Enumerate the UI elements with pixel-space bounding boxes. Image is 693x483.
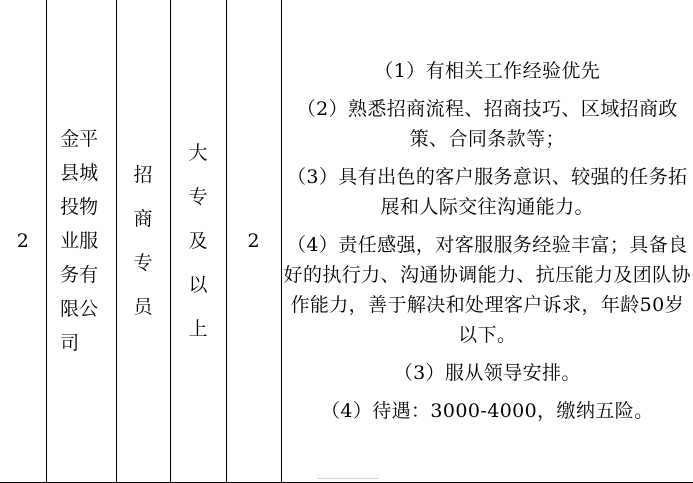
company-name-line: 业服: [60, 230, 99, 252]
company-cell: [46, 0, 116, 483]
education-char: 上: [188, 318, 208, 340]
requirement-item: （2）熟悉招商流程、招商技巧、区域招商政策、合同条款等；: [296, 98, 678, 150]
company-name-line: 限公: [60, 298, 99, 320]
position-char: 专: [133, 252, 153, 274]
position-char: 招: [133, 164, 153, 186]
education-cell: [170, 0, 226, 483]
education-char: 以: [188, 274, 208, 296]
education-char: 及: [188, 230, 208, 252]
education-requirement: [188, 131, 207, 351]
requirement-item: （3）服从领导安排。: [393, 362, 581, 384]
requirement-item: （3）具有出色的客户服务意识、较强的任务拓展和人际交往沟通能力。: [287, 166, 688, 218]
position-char: 员: [133, 296, 153, 318]
headcount: 2: [247, 230, 260, 252]
row-index: 2: [16, 230, 29, 252]
company-name: [60, 122, 102, 360]
row-index-cell: [0, 0, 46, 483]
company-name-line: 司: [60, 332, 80, 354]
headcount-cell: [226, 0, 281, 483]
company-name-line: 务有: [60, 264, 99, 286]
company-name-line: 投物: [60, 196, 99, 218]
requirements-list: [282, 56, 693, 426]
position-title: [133, 153, 152, 329]
education-char: 大: [188, 142, 208, 164]
requirements-cell: [281, 0, 693, 483]
page-edge-mark: [318, 478, 378, 479]
company-name-line: 县城: [60, 162, 99, 184]
position-cell: [116, 0, 170, 483]
company-name-line: 金平: [60, 128, 99, 150]
requirement-item: （1）有相关工作经验优先: [374, 60, 601, 82]
position-char: 商: [133, 208, 153, 230]
education-char: 专: [188, 186, 208, 208]
requirement-item: （4）待遇：3000-4000，缴纳五险。: [320, 400, 654, 422]
requirement-item: （4）责任感强，对客服服务经验丰富；具备良好的执行力、沟通协调能力、抗压能力及团队协作能力，善于解决和处理客户诉求，年龄50岁以下。: [283, 234, 691, 346]
